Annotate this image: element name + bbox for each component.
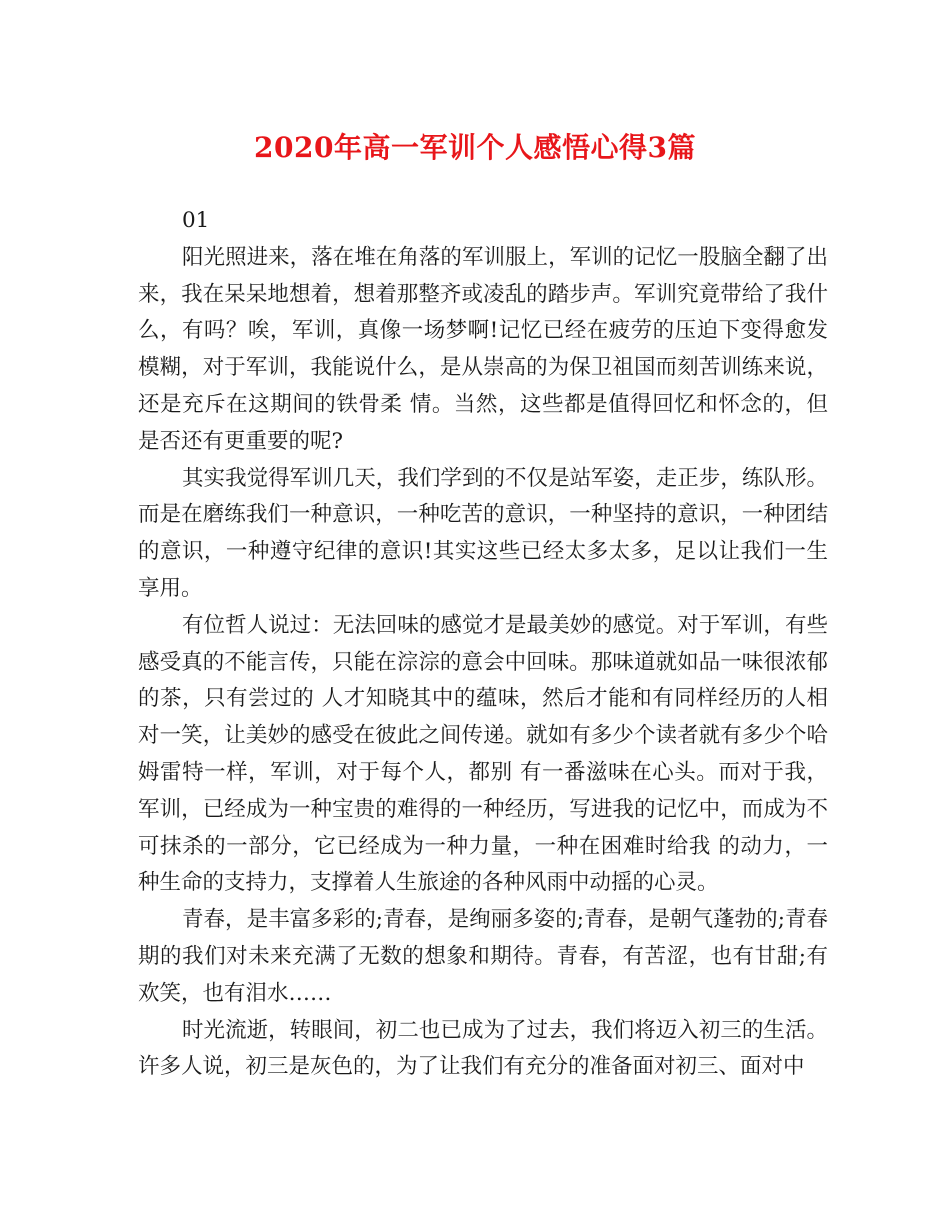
paragraph-3: 有位哲人说过：无法回味的感觉才是最美妙的感觉。对于军训，有些感受真的不能言传，只能在淙淙的意会中回味。那味道就如品一味很浓郁的茶，只有尝过的 人才知晓其中的蕴味，然后才能和有同样经历的人相对一笑，让美妙的感受在彼此之间传递。就如有多少个读者就有多少个哈姆雷特一样，军训，对于每个人，都别 有一番滋味在心头。而对于我，军训，已经成为一种宝贵的难得的一种经历，写进我的记忆中，而成为不可抹杀的一部分，它已经成为一种力量，一种在困难时给我 的动力，一种生命的支持力，支撑着人生旅途的各种风雨中动摇的心灵。 [138,612,828,896]
document-title: 2020年高一军训个人感悟心得3篇 [254,131,696,164]
paragraph-1: 阳光照进来，落在堆在角落的军训服上，军训的记忆一股脑全翻了出来，我在呆呆地想着，想着那整齐或凌乱的踏步声。军训究竟带给了我什么，有吗？唉，军训，真像一场梦啊!记忆已经在疲劳的压迫下变得愈发模糊，对于军训，我能说什么，是从崇高的为保卫祖国而刻苦训练来说，还是充斥在这期间的铁骨柔 情。当然，这些都是值得回忆和怀念的，但是否还有更重要的呢? [138,244,828,454]
document-body [138,203,828,1086]
paragraph-5: 时光流逝，转眼间，初二也已成为了过去，我们将迈入初三的生活。许多人说，初三是灰色的，为了让我们有充分的准备面对初三、面对中 [138,1017,828,1080]
section-number: 01 [182,208,210,233]
paragraph-4: 青春，是丰富多彩的;青春，是绚丽多姿的;青春，是朝气蓬勃的;青春期的我们对未来充满了无数的想象和期待。青春，有苦涩，也有甘甜;有欢笑，也有泪水…… [138,907,828,1006]
paragraph-2: 其实我觉得军训几天，我们学到的不仅是站军姿，走正步，练队形。而是在磨练我们一种意识，一种吃苦的意识，一种坚持的意识，一种团结的意识，一种遵守纪律的意识!其实这些已经太多太多，足以让我们一生享用。 [138,465,828,601]
